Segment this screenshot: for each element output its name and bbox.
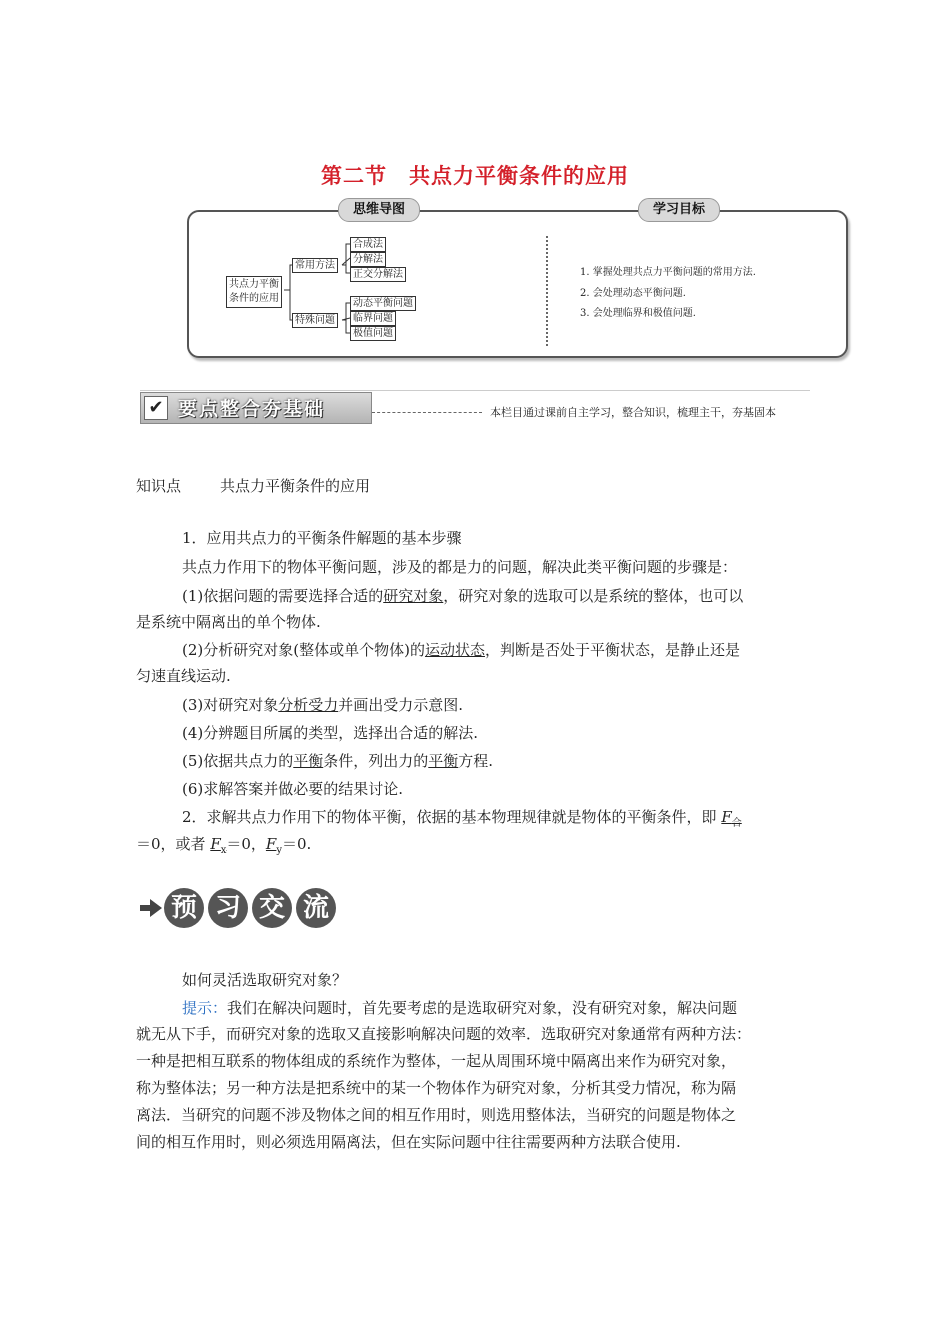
preview-line: 就无从下手，而研究对象的选取又直接影响解决问题的效率．选取研究对象通常有两种方法： xyxy=(136,1025,752,1043)
preview-char: 流 xyxy=(296,888,336,928)
mindmap-leaf: 临界问题 xyxy=(350,311,396,326)
step-4: (4)分辨题目所属的类型，选择出合适的解法. xyxy=(182,724,479,742)
section2-cont: ＝0，或者 $F_x=0$，$F_y=0$. xyxy=(136,835,312,856)
mindmap-leaf: 动态平衡问题 xyxy=(350,296,416,311)
step-5: (5)依据共点力的平衡条件，列出力的平衡方程. xyxy=(182,752,494,770)
knowledge-label: 知识点 xyxy=(136,477,182,495)
mindmap-leaf: 分解法 xyxy=(350,252,386,267)
mindmap-header: 思维导图 xyxy=(338,198,420,222)
preview-char: 交 xyxy=(252,888,292,928)
step-3: (3)对研究对象分析受力并画出受力示意图. xyxy=(182,696,464,714)
step-2: (2)分析研究对象(整体或单个物体)的运动状态，判断是否处于平衡状态，是静止还是 xyxy=(182,641,740,659)
banner-dashes xyxy=(372,412,482,413)
preview-char: 预 xyxy=(164,888,204,928)
mindmap-root-line2: 条件的应用 xyxy=(229,293,279,304)
banner-label: 要点整合夯基础 xyxy=(178,398,326,420)
mindmap-branch-methods: 常用方法 xyxy=(292,258,338,273)
arrow-right-icon xyxy=(138,897,164,919)
banner-rule xyxy=(140,390,810,391)
goal-item: 2. 会处理动态平衡问题. xyxy=(580,288,686,299)
preview-char: 习 xyxy=(208,888,248,928)
preview-line: 一种是把相互联系的物体组成的系统作为整体，一起从周围环境中隔离出来作为研究对象， xyxy=(136,1052,737,1070)
mindmap-leaf: 正交分解法 xyxy=(350,267,406,282)
preview-line: 提示：我们在解决问题时，首先要考虑的是选取研究对象，没有研究对象，解决问题 xyxy=(182,999,738,1017)
knowledge-topic: 共点力平衡条件的应用 xyxy=(220,477,371,495)
mindmap-leaf: 合成法 xyxy=(350,237,386,252)
hint-label: 提示： xyxy=(182,999,228,1017)
preview-line: 称为整体法；另一种方法是把系统中的某一个物体作为研究对象，分析其受力情况，称为隔 xyxy=(136,1079,737,1097)
preview-line: 离法．当研究的问题不涉及物体之间的相互作用时，则选用整体法，当研究的问题是物体之 xyxy=(136,1106,737,1124)
check-icon: ✔ xyxy=(144,396,168,420)
step-2-cont: 匀速直线运动. xyxy=(136,667,231,685)
preview-question: 如何灵活选取研究对象？ xyxy=(182,971,348,989)
mindmap-branch-special: 特殊问题 xyxy=(292,313,338,328)
step-1: (1)依据问题的需要选择合适的研究对象，研究对象的选取可以是系统的整体，也可以 xyxy=(182,587,744,605)
preview-line: 间的相互作用时，则必须选用隔离法，但在实际问题中往往需要两种方法联合使用. xyxy=(136,1133,681,1151)
goals-header: 学习目标 xyxy=(638,198,720,222)
mindmap-leaf: 极值问题 xyxy=(350,326,396,341)
step-1-cont: 是系统中隔离出的单个物体. xyxy=(136,613,321,631)
section1-intro: 共点力作用下的物体平衡问题，涉及的都是力的问题，解决此类平衡问题的步骤是： xyxy=(182,558,738,576)
goal-item: 3. 会处理临界和极值问题. xyxy=(580,308,696,319)
section1-heading: 1．应用共点力的平衡条件解题的基本步骤 xyxy=(182,529,462,547)
goal-item: 1. 掌握处理共点力平衡问题的常用方法. xyxy=(580,267,756,278)
page-title: 第二节 共点力平衡条件的应用 xyxy=(321,164,629,188)
mindmap-connectors xyxy=(0,0,950,400)
step-6: (6)求解答案并做必要的结果讨论. xyxy=(182,780,404,798)
banner-note: 本栏目通过课前自主学习，整合知识，梳理主干，夯基固本 xyxy=(490,406,776,419)
mindmap-root xyxy=(226,276,282,308)
section2: 2．求解共点力作用下的物体平衡，依据的基本物理规律就是物体的平衡条件，即 $F_合$ xyxy=(182,808,742,829)
mindmap-root-line1: 共点力平衡 xyxy=(229,279,279,290)
